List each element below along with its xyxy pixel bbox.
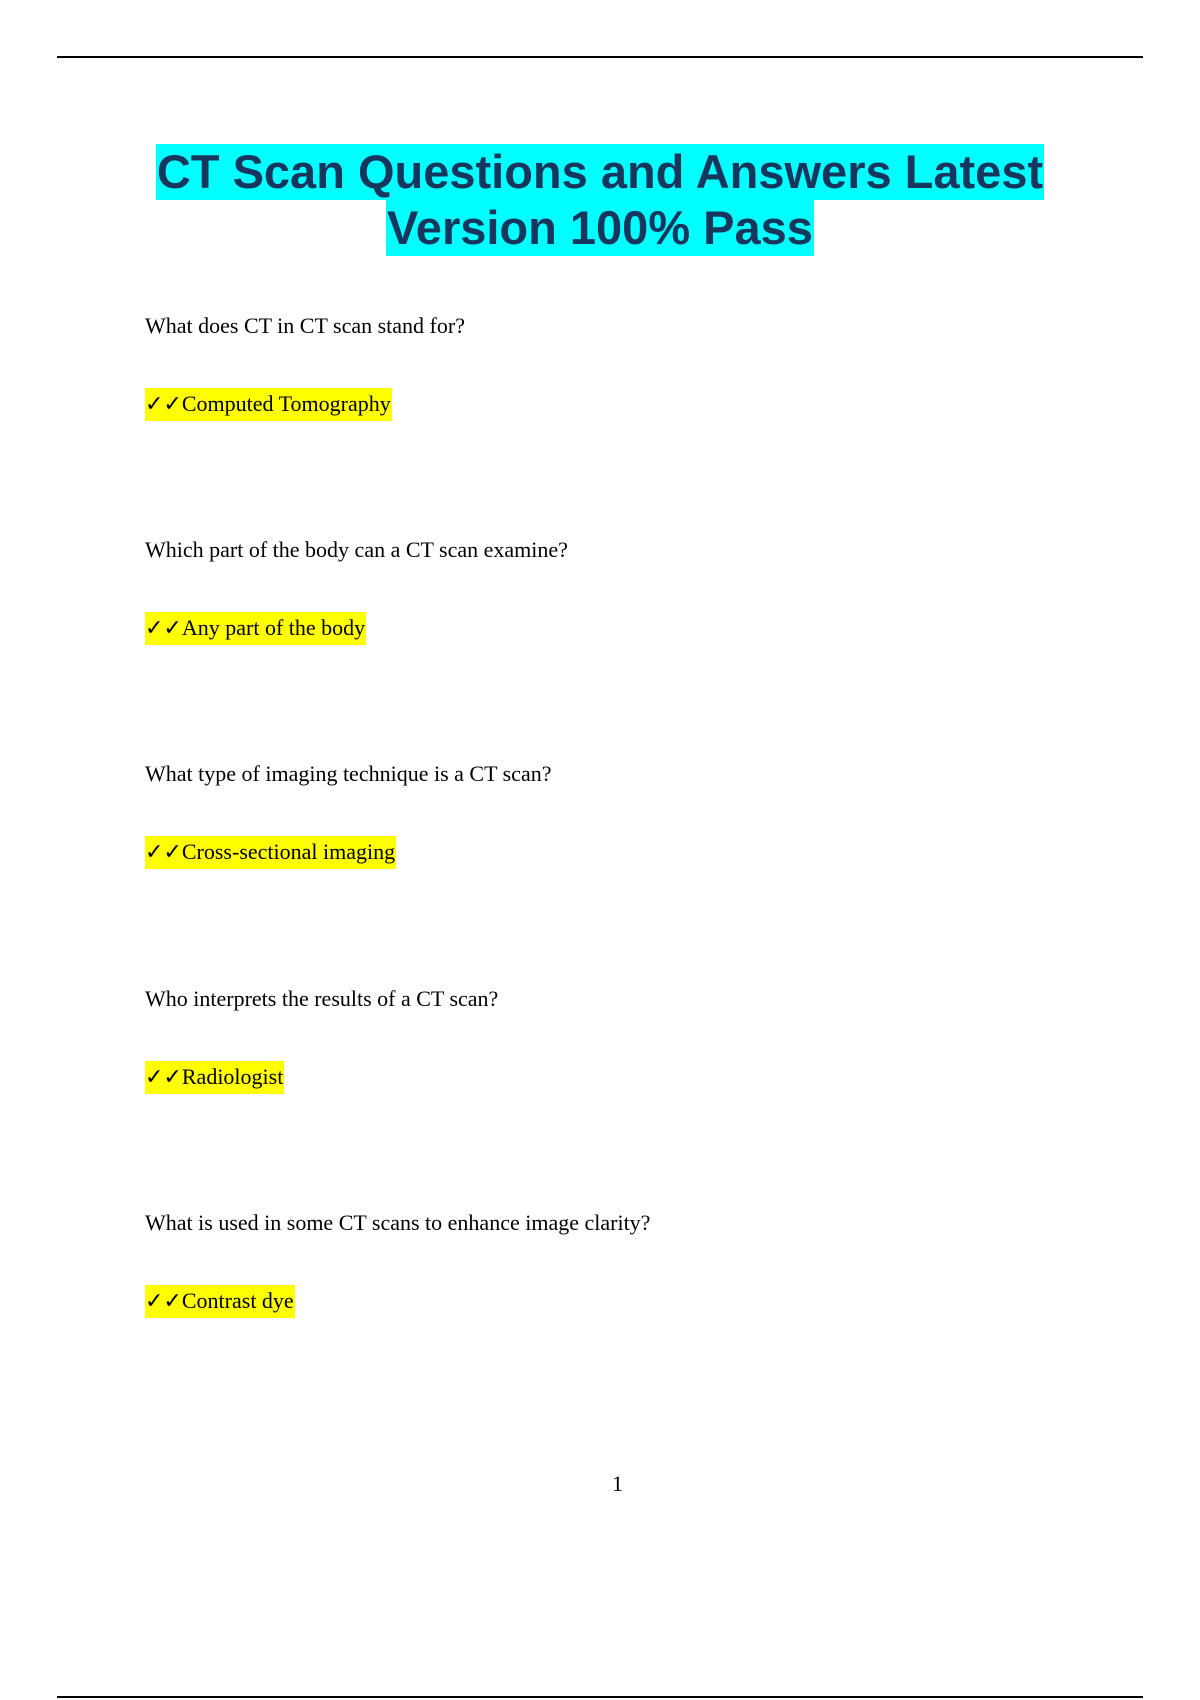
double-check-icon: ✓✓ (145, 392, 182, 417)
answer-label: Cross-sectional imaging (181, 839, 396, 864)
double-check-icon: ✓✓ (145, 616, 182, 641)
answer-label: Computed Tomography (181, 391, 391, 416)
answer-label: Contrast dye (181, 1288, 294, 1313)
double-check-icon: ✓✓ (145, 1289, 182, 1314)
question-text: What type of imaging technique is a CT scan? (145, 761, 552, 786)
qa-item (145, 1209, 1105, 1318)
qa-item (145, 536, 1105, 645)
question-text: What does CT in CT scan stand for? (145, 313, 465, 338)
qa-item (145, 985, 1105, 1094)
answer-text (145, 1285, 295, 1318)
question-text: Which part of the body can a CT scan examine? (145, 537, 568, 562)
answer-text (145, 612, 366, 645)
answer-label: Any part of the body (181, 615, 366, 640)
page-number: 1 (612, 1471, 623, 1496)
double-check-icon: ✓✓ (145, 1065, 182, 1090)
title-line-1: CT Scan Questions and Answers Latest (156, 145, 1044, 198)
double-check-icon: ✓✓ (145, 840, 182, 865)
answer-text (145, 836, 396, 869)
answer-text (145, 388, 392, 421)
question-text: Who interprets the results of a CT scan? (145, 986, 499, 1011)
top-rule (57, 56, 1143, 58)
document-title (60, 144, 1140, 256)
qa-item (145, 312, 1105, 421)
answer-text (145, 1061, 284, 1094)
question-text: What is used in some CT scans to enhance image clarity? (145, 1210, 651, 1235)
qa-item (145, 760, 1105, 869)
bottom-rule (57, 1696, 1143, 1698)
title-line-2: Version 100% Pass (387, 201, 813, 254)
answer-label: Radiologist (181, 1064, 284, 1089)
